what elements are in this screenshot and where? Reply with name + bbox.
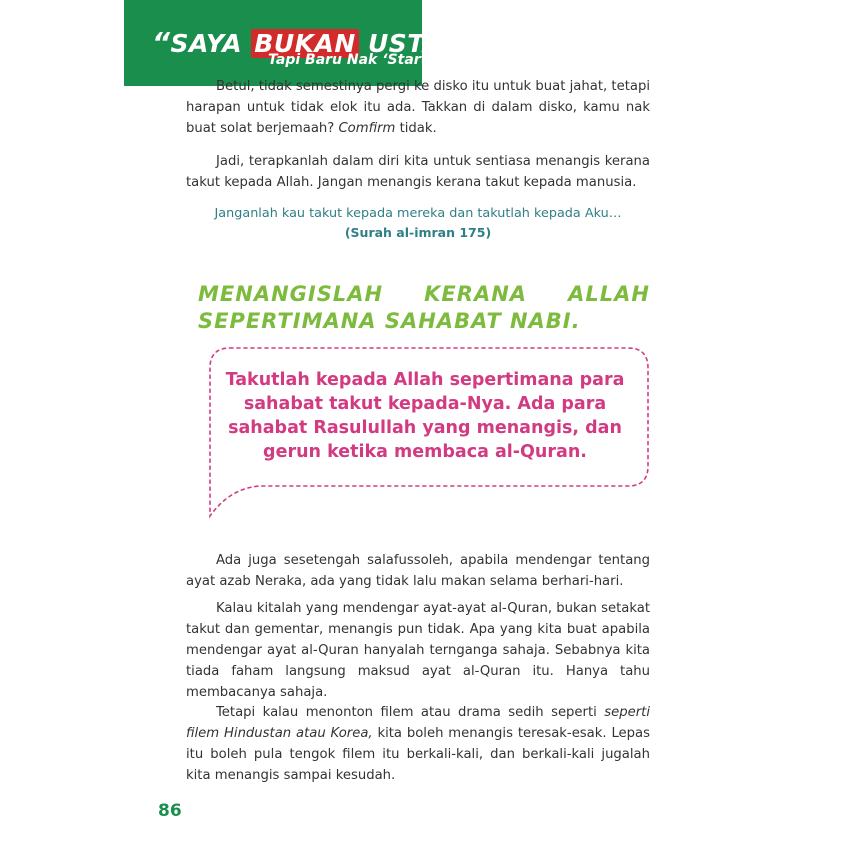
title-part-1: SAYA (170, 29, 252, 58)
paragraph-2: Jadi, terapkanlah dalam diri kita untuk sentiasa menangis kerana takut kepada Allah. Jangan menangis kerana takut kepada manusia. (186, 154, 650, 190)
paragraph-5-text: Tetapi kalau menonton filem atau drama sedih seperti (216, 705, 605, 720)
page-number: 86 (158, 801, 182, 821)
title-part-2: USTAZ (358, 29, 462, 58)
paragraph-1-end: tidak. (395, 121, 437, 136)
paragraph-5 (186, 702, 650, 786)
section-heading: MENANGISLAH KERANA ALLAH SEPERTIMANA SAHABAT NABI. (198, 282, 650, 333)
paragraph-3: Ada juga sesetengah salafussoleh, apabila mendengar tentang ayat azab Neraka, ada yang tidak lalu makan selama berhari-hari. (186, 553, 650, 589)
book-subtitle: Tapi Baru Nak ‘Start’ (268, 52, 433, 68)
open-quote-mark: “ (152, 26, 171, 59)
paragraph-1-italic: Comfirm (338, 121, 396, 136)
paragraph-1 (186, 76, 650, 139)
title-highlight: BUKAN (251, 29, 359, 58)
close-quote-mark: ” (461, 26, 480, 59)
quran-reference: (Surah al-imran 175) (344, 225, 492, 240)
paragraph-5-end: kita boleh menangis teresak-esak. Lepas itu boleh pula tengok filem itu berkali-kali, dan berkali-kali jugalah kita menangis sampai kesudah. (186, 726, 650, 783)
paragraph-4: Kalau kitalah yang mendengar ayat-ayat al-Quran, bukan setakat takut dan gementar, menangis pun tidak. Apa yang kita buat apabila mendengar ayat al-Quran hanyalah ternganga sahaja. Sebabnya kita tiada faham langsung maksud ayat al-Quran itu. Hanya tahu membacanya sahaja. (186, 601, 650, 700)
paragraph-1-text: Betul, tidak semestinya pergi ke disko itu untuk buat jahat, tetapi harapan untuk tidak elok itu ada. Takkan di dalam disko, kamu nak buat solat berjemaah? (186, 79, 650, 136)
callout-text: Takutlah kepada Allah sepertimana para sahabat takut kepada-Nya. Ada para sahabat Rasulullah yang menangis, dan gerun ketika membaca al-Quran. (225, 370, 625, 462)
paragraph-5-italic: seperti filem Hindustan atau Korea, (186, 705, 650, 741)
quran-quote: Janganlah kau takut kepada mereka dan takutlah kepada Aku… (214, 206, 622, 221)
